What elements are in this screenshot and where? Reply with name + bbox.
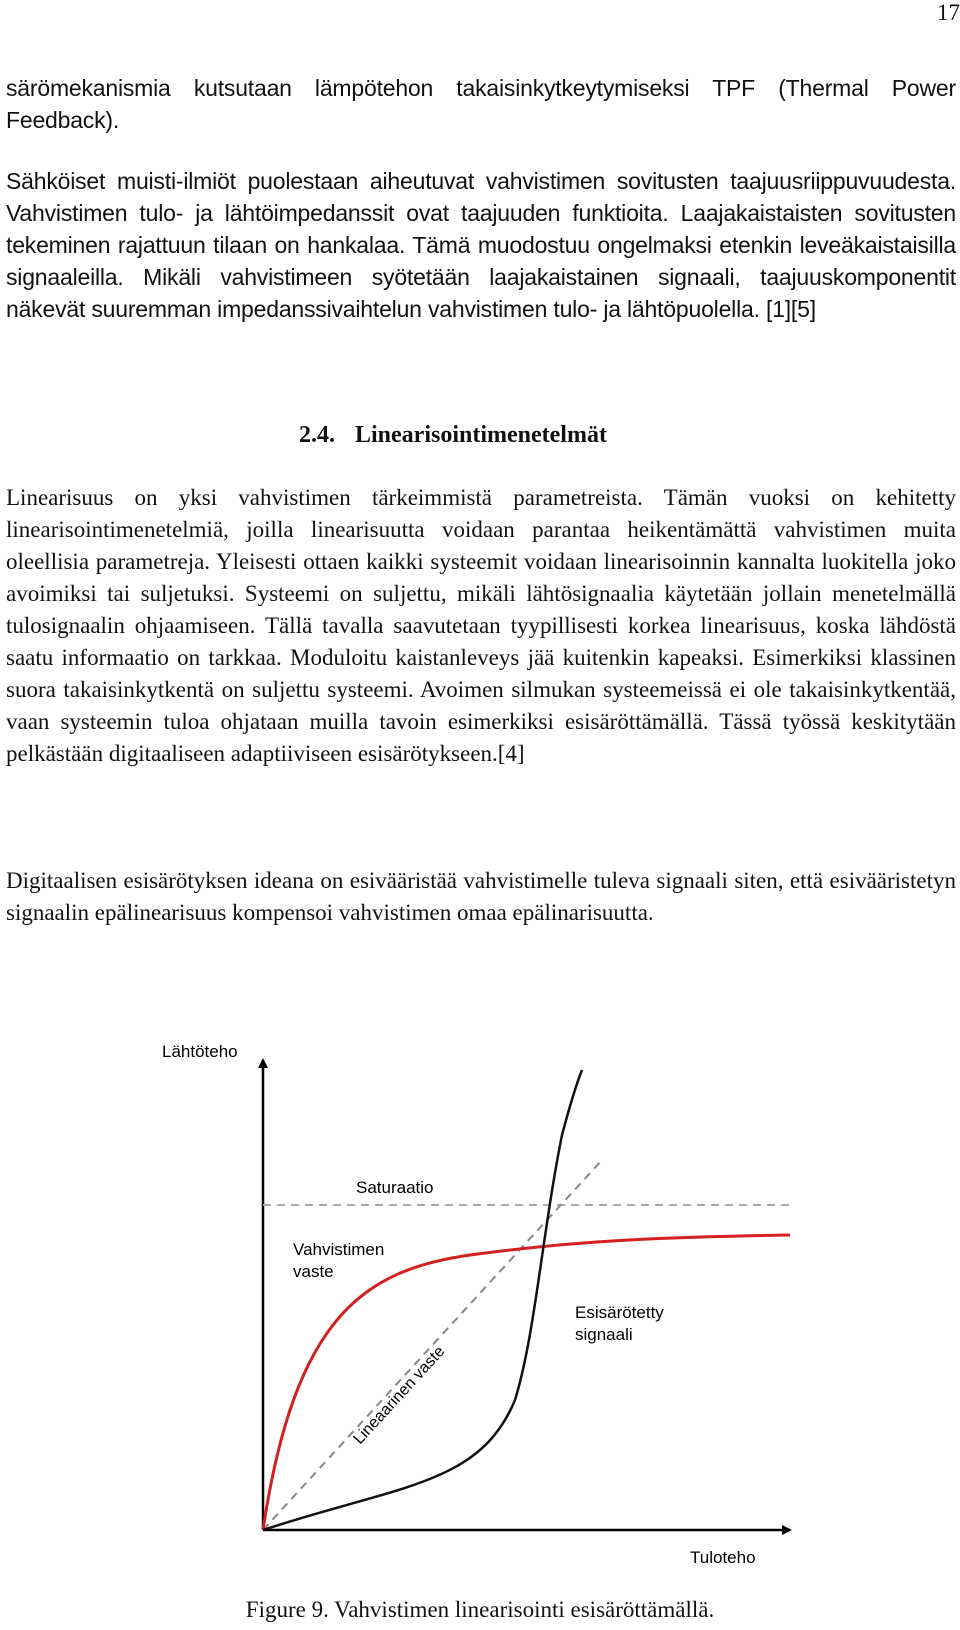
- predistorted-label-2: signaali: [575, 1325, 633, 1344]
- linear-response-line: [263, 1160, 602, 1530]
- paragraph-4: Digitaalisen esisärötyksen ideana on esivääristää vahvistimelle tuleva signaali siten, että esivääristetyn signaalin epälinearisuus kompensoi vahvistimen omaa epälinarisuutta.: [6, 868, 956, 925]
- paragraph-3: Linearisuus on yksi vahvistimen tärkeimmistä parametreista. Tämän vuoksi on kehitetty linearisointimenetelmiä, joilla linearisuutta voidaan parantaa heikentämättä vahvistimen muita oleellisia parametreja. Yleisesti ottaen kaikki systeemit voidaan linearisoinnin kannalta luokitella joko avoimiksi tai suljetuksi. Systeemi on suljettu, mikäli lähtösignaalia käytetään jollain menetelmällä tulosignaalin ohjaamiseen. Tällä tavalla saavutetaan tyypillisesti korkea linearisuus, koska lähdöstä saatu informaatio on tarkkaa. Moduloitu kaistanleveys jää kuitenkin kapeaksi. Esimerkiksi klassinen suora takaisinkytkentä on suljettu systeemi. Avoimen silmukan systeemeissä ei ole takaisinkytkentää, vaan systeemin tuloa ohjataan muilla tavoin esimerkiksi esisäröttämällä. Tässä työssä keskitytään pelkästään digitaaliseen adaptiiviseen esisärötykseen.[4]: [6, 485, 956, 766]
- amp-response-label-2: vaste: [293, 1262, 334, 1281]
- saturation-label: Saturaatio: [356, 1178, 434, 1197]
- linearization-figure: [150, 1015, 810, 1585]
- predistorted-signal-curve: [263, 1070, 582, 1530]
- amplifier-response-curve: [263, 1235, 790, 1530]
- x-axis-label: Tuloteho: [690, 1548, 756, 1567]
- linear-response-label: Lineaarinen vaste: [350, 1343, 449, 1448]
- linearization-diagram: [150, 1015, 810, 1585]
- y-axis-label: Lähtöteho: [162, 1042, 238, 1061]
- paragraph-1: särömekanismia kutsutaan lämpötehon takaisinkytkeytymiseksi TPF (Thermal Power Feedback).: [6, 75, 956, 133]
- predistorted-label-1: Esisärötetty: [575, 1303, 664, 1322]
- amp-response-label-1: Vahvistimen: [293, 1240, 385, 1259]
- paragraph-2: Sähköiset muisti-ilmiöt puolestaan aiheutuvat vahvistimen sovitusten taajuusriippuvuudesta. Vahvistimen tulo- ja lähtöimpedanssit ovat taajuuden funktioita. Laajakaistaisten sovitusten tekeminen rajattuun tilaan on hankalaa. Tämä muodostuu ongelmaksi etenkin leveäkaistaisilla signaaleilla. Mikäli vahvistimeen syötetään laajakaistainen signaali, taajuuskomponentit näkevät suuremman impedanssivaihtelun vahvistimen tulo- ja lähtöpuolella. [1][5]: [6, 168, 956, 322]
- section-number: 2.4.: [299, 422, 335, 448]
- page-number: 17: [937, 0, 960, 25]
- figure-caption: Figure 9. Vahvistimen linearisointi esisäröttämällä.: [245, 1597, 715, 1622]
- section-heading: [299, 422, 607, 449]
- section-title: Linearisointimenetelmät: [355, 422, 607, 448]
